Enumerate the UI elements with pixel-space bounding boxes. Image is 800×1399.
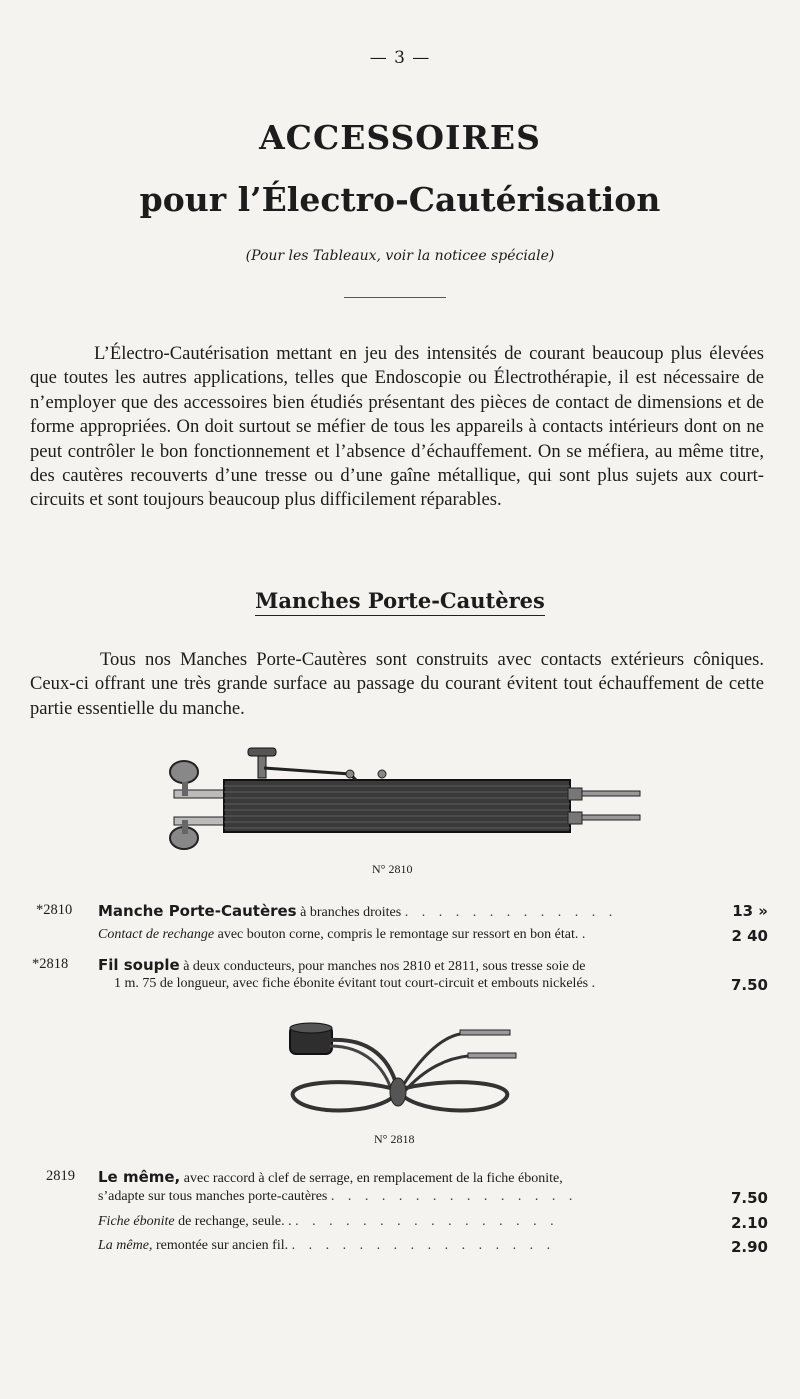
figure-caption-2818: N° 2818: [374, 1132, 415, 1146]
item-code: 2819: [46, 1168, 75, 1184]
item-description-line2: s’adapte sur tous manches porte-cautères: [98, 1189, 328, 1204]
leader-dots: . . . . . . . . . . . . .: [404, 905, 618, 920]
item-description-line2: 1 m. 75 de longueur, avec fiche ébonite évitant tout court-circuit et embouts nickelés .: [114, 976, 596, 991]
leader-dots: . . . . . . . . . . . . . . .: [330, 1189, 578, 1204]
item-description: Contact de rechange: [98, 927, 215, 942]
item-description: Fiche ébonite: [98, 1214, 175, 1229]
item-description: La même,: [98, 1238, 153, 1253]
item-price: 13 »: [732, 902, 768, 920]
item-code: *2810: [36, 902, 73, 918]
cautery-handle-illustration: [160, 740, 650, 855]
item-description: à branches droites: [300, 905, 402, 920]
item-price: 7.50: [730, 976, 768, 994]
item-name: Le même,: [98, 1168, 181, 1186]
item-name: Fil souple: [98, 956, 180, 974]
subtitle-note: (Pour les Tableaux, voir la noticee spéciale): [245, 248, 555, 264]
section-title-text: Manches Porte-Cautères: [255, 588, 545, 616]
item-price: 7.50: [730, 1189, 768, 1207]
leader-dots: . . . . . . . . . . . . . . . .: [291, 1238, 556, 1253]
item-description-rest: de rechange, seule. .: [178, 1214, 292, 1229]
item-text: [98, 1238, 555, 1254]
item-name: Manche Porte-Cautères: [98, 902, 297, 920]
item-text: [98, 1214, 559, 1230]
item-description: avec raccord à clef de serrage, en remplacement de la fiche ébonite,: [183, 1171, 563, 1186]
item-text: [98, 1168, 563, 1187]
item-price: 2.90: [730, 1238, 768, 1256]
item-description-rest: remontée sur ancien fil.: [155, 1238, 289, 1253]
page-number: — 3 —: [369, 48, 431, 68]
item-price: 2.10: [730, 1214, 768, 1232]
item-text: [98, 927, 585, 943]
intro-paragraph: L’Électro-Cautérisation mettant en jeu des intensités de courant beaucoup plus élevées que toutes les autres applications, telles que Endoscopie ou Électrothérapie, il est nécessaire de n’employer que des accessoires bien étudiés présentant des pièces de contact de dimensions et de forme appropriées. On doit surtout se méfier de tous les appareils à contacts intérieurs dont on ne peut contrôler le bon fonctionnement et l’absence d’échauffement. On se méfiera, au même titre, des cautères recouverts d’une tresse ou d’une gaîne métallique, qui sont plus sujets aux court-circuits et sont toujours beaucoup plus difficilement réparables.: [30, 343, 764, 511]
item-price: 2 40: [731, 927, 768, 945]
item-text: [98, 956, 586, 975]
flexible-cable-illustration: [280, 1018, 525, 1130]
section-title: [0, 588, 800, 613]
item-description-rest: avec bouton corne, compris le remontage sur ressort en bon état. .: [217, 927, 586, 942]
page-subtitle-heading: pour l’Électro-Cautérisation: [139, 180, 661, 219]
leader-dots: . . . . . . . . . . . . . . . .: [295, 1214, 559, 1229]
item-description: à deux conducteurs, pour manches nos 2810 et 2811, sous tresse soie de: [183, 959, 586, 974]
page-title: ACCESSOIRES: [259, 118, 541, 157]
figure-caption-2810: N° 2810: [372, 862, 413, 876]
item-code: *2818: [32, 956, 69, 972]
item-text: [98, 902, 617, 921]
section-paragraph: Tous nos Manches Porte-Cautères sont construits avec contacts extérieurs côniques. Ceux-ci offrant une très grande surface au passage du courant évitent tout échauffement de cette partie essentielle du manche.: [30, 649, 764, 719]
divider-rule: [344, 297, 446, 298]
item-text: [98, 1189, 577, 1205]
